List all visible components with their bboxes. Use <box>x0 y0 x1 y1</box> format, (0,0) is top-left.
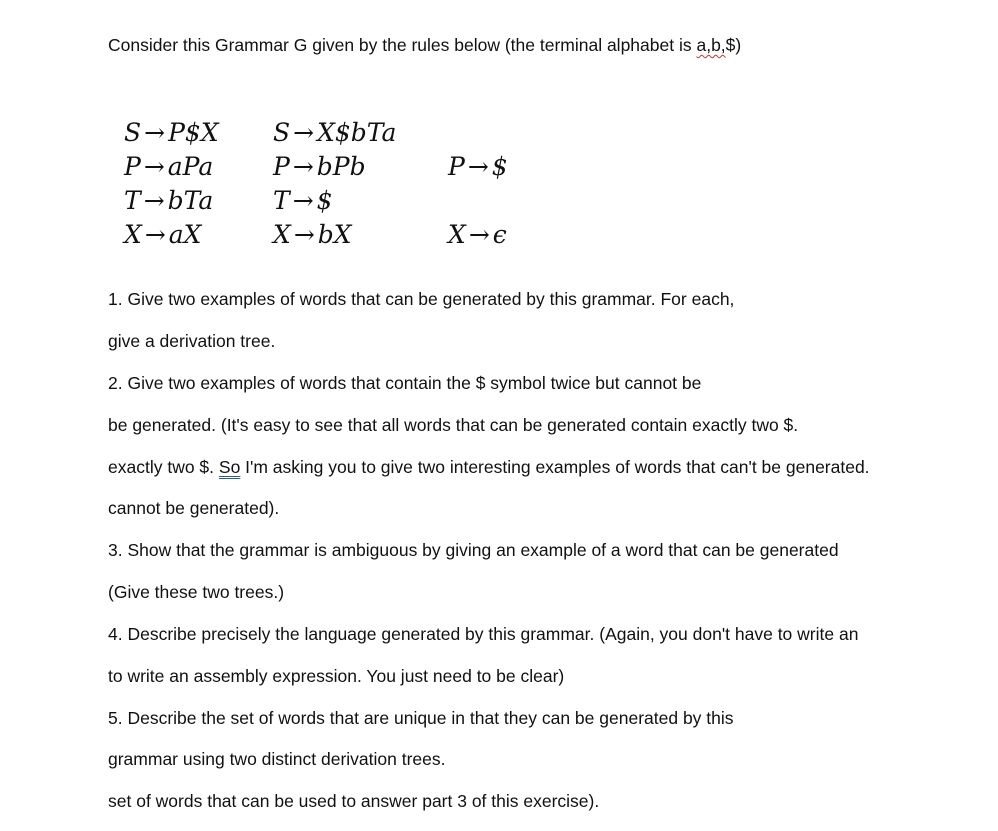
intro-after: $) <box>725 35 742 55</box>
question-5-line-3: set of words that can be used to answer part 3 of this exercise). <box>108 791 600 811</box>
question-4-line-1: 4. Describe precisely the language generated by this grammar. (Again, you don't have to write an <box>108 624 859 644</box>
question-5-line-2: grammar using two distinct derivation trees. <box>108 749 446 769</box>
rule-x-2: X → bX <box>273 220 352 249</box>
rule-s-1: S → P$X <box>124 118 219 147</box>
question-2-so-word: So <box>218 457 241 477</box>
rule-p-2: P → bPb <box>273 152 366 181</box>
question-2-line-2: be generated. (It's easy to see that all words that can be generated contain exactly two $. <box>108 415 799 435</box>
rule-t-1: T → bTa <box>124 186 214 215</box>
question-1-line-1: 1. Give two examples of words that can be generated by this grammar. For each, <box>108 289 735 309</box>
alphabet-text: a,b, <box>696 35 726 55</box>
question-1-line-2: give a derivation tree. <box>108 331 276 351</box>
question-2-line-4: cannot be generated). <box>108 498 280 518</box>
rule-x-3: X → ϵ <box>448 220 507 249</box>
question-2-line-3 <box>108 456 870 478</box>
question-4-line-2: to write an assembly expression. You just need to be clear) <box>108 666 565 686</box>
intro-text <box>108 34 741 56</box>
question-2-line-3-before: exactly two $. <box>108 457 219 477</box>
question-2-line-1: 2. Give two examples of words that contain the $ symbol twice but cannot be <box>108 373 702 393</box>
rule-s-2: S → X$bTa <box>273 118 397 147</box>
rule-p-3: P → $ <box>448 152 508 181</box>
question-3-line-2: (Give these two trees.) <box>108 582 285 602</box>
rule-p-1: P → aPa <box>124 152 214 181</box>
question-3-line-1: 3. Show that the grammar is ambiguous by giving an example of a word that can be generated <box>108 540 839 560</box>
rule-x-1: X → aX <box>124 220 202 249</box>
intro-before: Consider this Grammar G given by the rules below (the terminal alphabet is <box>108 35 697 55</box>
question-5-line-1: 5. Describe the set of words that are unique in that they can be generated by this <box>108 708 734 728</box>
question-2-line-3-after: I'm asking you to give two interesting examples of words that can't be generated. <box>240 457 870 477</box>
rule-t-2: T → $ <box>273 186 333 215</box>
